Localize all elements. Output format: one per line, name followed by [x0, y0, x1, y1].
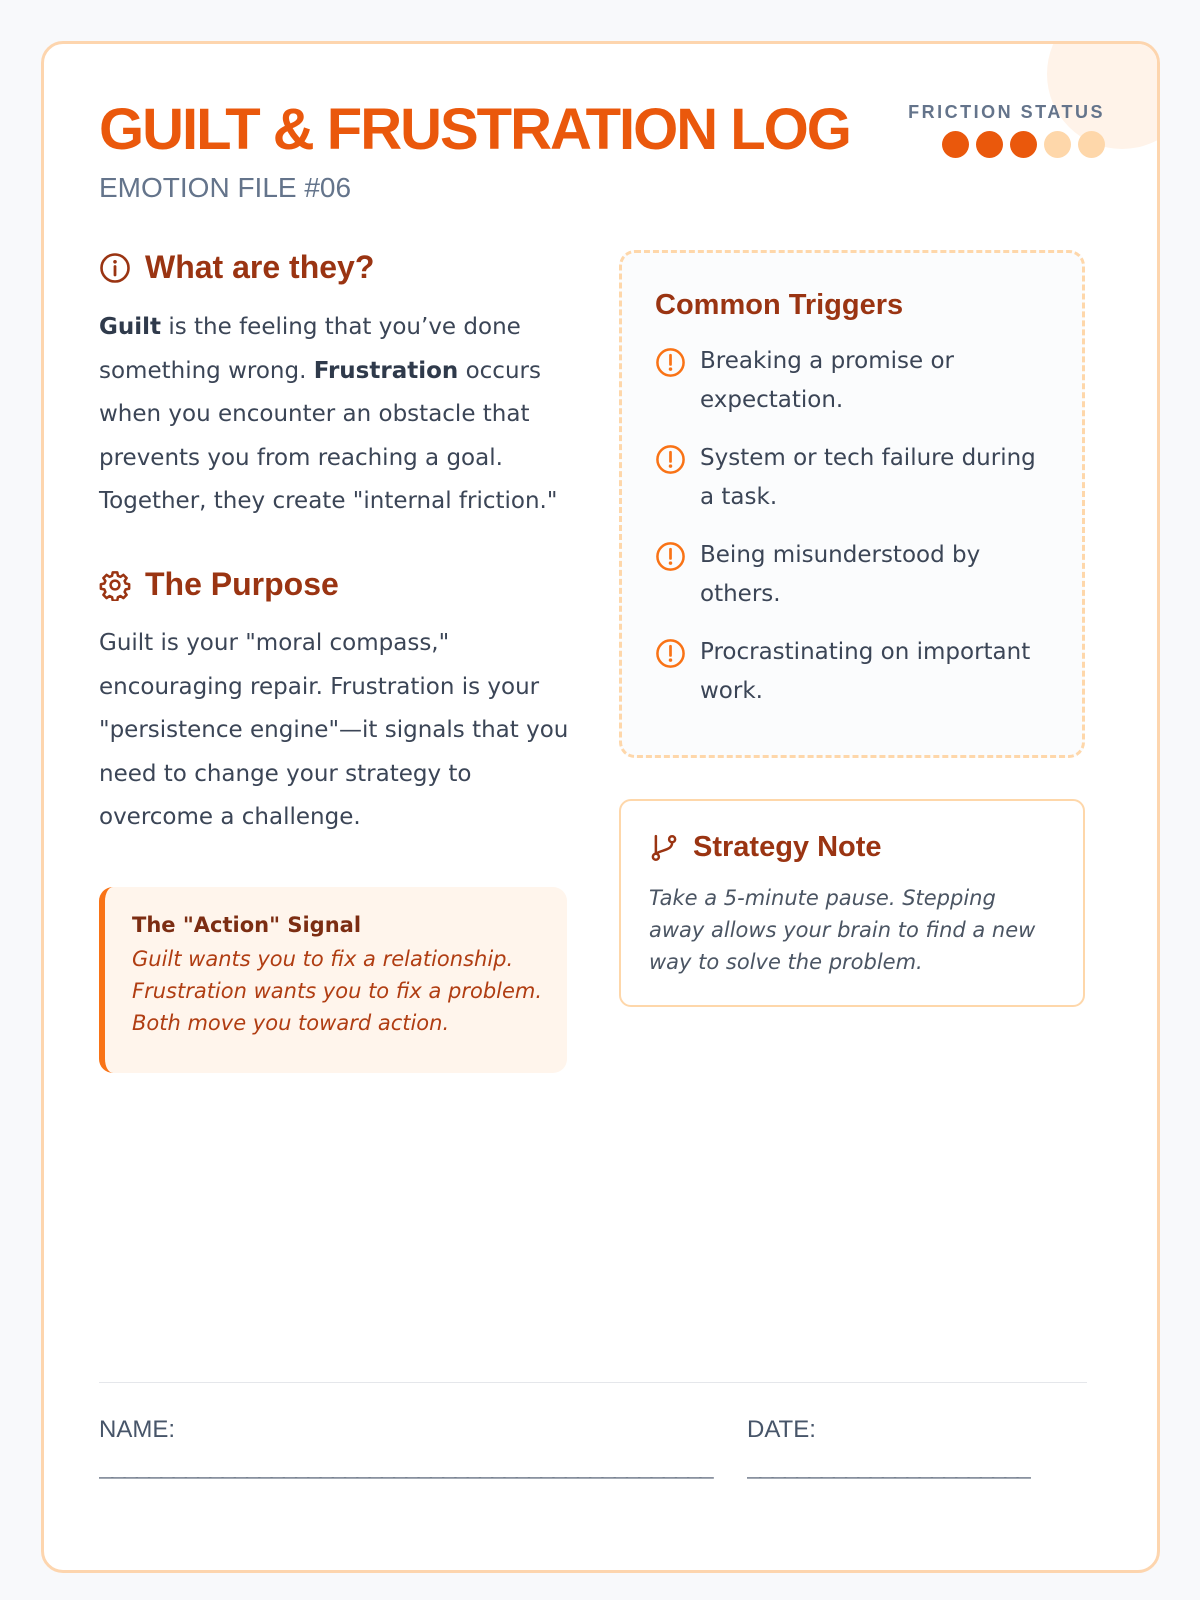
alert-circle-icon: [655, 638, 686, 669]
name-field-line[interactable]: __________________________________________________: [99, 1457, 712, 1484]
trigger-item: [655, 633, 1052, 711]
status-dot-empty: [1044, 131, 1071, 158]
alert-circle-icon: [655, 541, 686, 572]
what-section-heading: [99, 249, 374, 286]
purpose-section-text: Guilt is your "moral compass," encouraging repair. Frustration is your "persistence engine"—it signals that you need to change your strategy to overcome a challenge.: [99, 630, 569, 830]
term-guilt: Guilt: [99, 314, 162, 340]
trigger-item: [655, 536, 1052, 614]
action-signal-title: The "Action" Signal: [132, 913, 362, 937]
what-text-part1: is the feeling that you’ve done something wrong.: [99, 314, 521, 384]
common-triggers-box: [619, 250, 1085, 758]
status-dot-filled: [942, 131, 969, 158]
strategy-note-text: Take a 5-minute pause. Stepping away allows your brain to find a new way to solve the problem.: [649, 886, 1036, 974]
what-section-title: What are they?: [145, 249, 375, 285]
purpose-section-title: The Purpose: [145, 566, 339, 602]
action-signal-text: Guilt wants you to fix a relationship. Frustration wants you to fix a problem. Both move you toward action.: [132, 947, 543, 1035]
page-title: GUILT & FRUSTRATION LOG: [99, 97, 850, 162]
footer-divider: [99, 1382, 1087, 1383]
alert-circle-icon: [655, 444, 686, 475]
action-signal-callout: [99, 887, 567, 1073]
trigger-item: [655, 439, 1052, 517]
trigger-list: [655, 342, 1052, 711]
trigger-text: Procrastinating on important work.: [700, 639, 1031, 704]
purpose-section-heading: [99, 566, 339, 603]
common-triggers-title: Common Triggers: [655, 289, 904, 321]
strategy-note-title: Strategy Note: [693, 831, 882, 863]
status-dot-filled: [976, 131, 1003, 158]
strategy-note-heading: [649, 831, 1055, 864]
alert-circle-icon: [655, 347, 686, 378]
friction-status-label: FRICTION STATUS: [908, 102, 1105, 122]
trigger-item: [655, 342, 1052, 420]
trigger-text: System or tech failure during a task.: [700, 445, 1036, 510]
friction-status: [908, 102, 1105, 158]
what-text-part2: occurs when you encounter an obstacle that prevents you from reaching a goal. Together, they create "internal friction.": [99, 357, 558, 514]
page-subtitle: EMOTION FILE #06: [99, 172, 352, 203]
status-dot-empty: [1078, 131, 1105, 158]
what-section-text: [99, 306, 579, 524]
date-label: DATE:: [747, 1416, 816, 1443]
friction-status-meter: [908, 131, 1105, 158]
worksheet-card: [41, 41, 1160, 1573]
branch-icon: [649, 833, 679, 863]
gear-icon: [99, 569, 131, 601]
info-icon: [99, 252, 131, 284]
term-frustration: Frustration: [313, 357, 459, 384]
status-dot-filled: [1010, 131, 1037, 158]
date-field-line[interactable]: _______________________: [747, 1457, 1029, 1484]
trigger-text: Breaking a promise or expectation.: [700, 348, 954, 413]
strategy-note-box: [619, 799, 1085, 1007]
name-label: NAME:: [99, 1416, 176, 1443]
trigger-text: Being misunderstood by others.: [700, 542, 981, 607]
